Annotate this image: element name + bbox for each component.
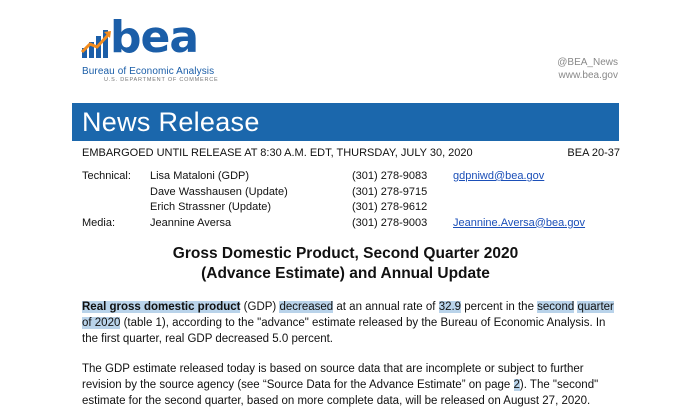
embargo-line <box>82 147 622 159</box>
highlight-span[interactable]: Real gross domestic product <box>82 301 241 313</box>
contact-name: Dave Wasshausen (Update) <box>150 185 288 198</box>
contacts-table <box>82 169 622 231</box>
release-number: BEA 20-37 <box>567 147 620 159</box>
highlight-span[interactable]: quarter of 2020 <box>82 301 614 329</box>
highlight-span[interactable]: decreased <box>279 301 334 313</box>
embargo-text: EMBARGOED UNTIL RELEASE AT 8:30 A.M. EDT, THURSDAY, JULY 30, 2020 <box>82 147 473 159</box>
contact-phone: (301) 278-9612 <box>352 201 428 213</box>
logo-wordmark: bea <box>110 12 199 63</box>
social-handle[interactable]: @BEA_News <box>557 57 618 68</box>
bea-logo[interactable] <box>80 12 220 83</box>
text-span: (GDP) <box>240 301 280 313</box>
contact-role: Media: <box>82 216 116 229</box>
contact-phone: (301) 278-9083 <box>352 170 428 182</box>
text-span: (table 1), according to the "advance" estimate released by the Bureau of Economic Analysis. In the first quarter, real GDP decreased 5.0 percent. <box>82 316 606 345</box>
highlight-span[interactable]: 32.9 <box>438 301 462 313</box>
highlight-span[interactable]: 2 <box>513 378 520 391</box>
text-span: The GDP estimate released today is based on source data that are incomplete or subject to further revision by the source agency (see “Source Data for the Advance Estimate” on page <box>82 363 584 391</box>
contact-row <box>82 185 622 201</box>
text-span: ). The "second" estimate for the second quarter, based on more complete data, will be released on August 27, 2020. <box>82 378 599 407</box>
bar-chart-logo-icon <box>80 28 112 60</box>
contact-name: Erich Strassner (Update) <box>150 201 272 213</box>
contact-row <box>82 216 622 232</box>
contact-email-link[interactable]: Jeannine.Aversa@bea.gov <box>453 216 586 229</box>
contact-email-link[interactable]: gdpniwd@bea.gov <box>453 170 545 182</box>
header-contact <box>557 56 618 82</box>
contact-name: Jeannine Aversa <box>150 216 232 229</box>
website-link[interactable]: www.bea.gov <box>558 70 618 81</box>
contact-row <box>82 200 622 216</box>
logo-department: U.S. DEPARTMENT OF COMMERCE <box>104 77 219 83</box>
title-line-1: Gross Domestic Product, Second Quarter 2020 <box>172 245 519 262</box>
news-release-banner <box>72 103 619 141</box>
title-line-2: (Advance Estimate) and Annual Update <box>201 265 490 282</box>
highlight-span[interactable]: second <box>537 301 575 313</box>
logo-subtitle: Bureau of Economic Analysis <box>82 66 215 77</box>
document-title <box>72 244 619 284</box>
text-span: at an annual rate of <box>333 301 439 313</box>
contact-name: Lisa Mataloni (GDP) <box>150 170 250 182</box>
paragraph-1 <box>82 300 622 347</box>
contact-row <box>82 169 622 185</box>
banner-title: News Release <box>82 107 260 137</box>
contact-role: Technical: <box>82 170 131 182</box>
contact-phone: (301) 278-9715 <box>352 185 428 198</box>
contact-phone: (301) 278-9003 <box>352 216 428 229</box>
text-span: percent in the <box>461 301 538 313</box>
paragraph-2 <box>82 362 622 409</box>
